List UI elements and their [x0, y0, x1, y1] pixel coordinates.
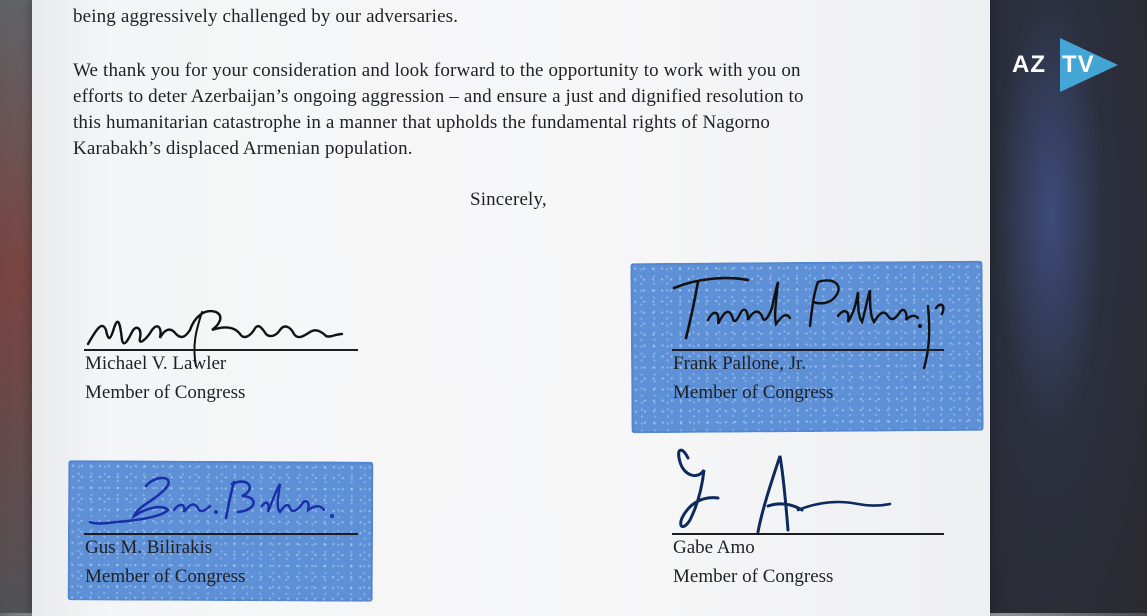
paragraph-line: Karabakh’s displaced Armenian population.: [73, 138, 413, 159]
signatory-role: Member of Congress: [673, 566, 834, 587]
aztv-logo: [1012, 34, 1122, 96]
signatory-role: Member of Congress: [85, 382, 246, 403]
signature-line-bilirakis: [84, 533, 358, 535]
paragraph-line: this humanitarian catastrophe in a manner that upholds the fundamental rights of Nagorno: [73, 112, 771, 133]
signature-line-amo: [672, 533, 944, 535]
signatory-name: Gus M. Bilirakis: [85, 537, 213, 558]
signatory-name: Frank Pallone, Jr.: [673, 353, 806, 374]
logo-tv-text: TV: [1062, 51, 1095, 78]
signatory-role: Member of Congress: [673, 382, 834, 403]
signatory-role: Member of Congress: [85, 566, 246, 587]
logo-az-text: AZ: [1012, 51, 1046, 78]
signature-line-pallone: [672, 349, 944, 351]
signature-bilirakis: [86, 466, 366, 536]
paragraph-line: efforts to deter Azerbaijan’s ongoing aggression – and ensure a just and dignified resolution to: [73, 86, 804, 107]
letter-line-top: being aggressively challenged by our adversaries.: [73, 6, 459, 27]
paragraph-line: We thank you for your consideration and look forward to the opportunity to work with you on: [73, 60, 801, 81]
letter-paragraph: [73, 58, 953, 162]
signatory-name: Gabe Amo: [673, 537, 755, 558]
signature-amo: [668, 440, 908, 540]
signature-line-lawler: [84, 349, 358, 351]
signatory-name: Michael V. Lawler: [85, 353, 227, 374]
closing: Sincerely,: [470, 189, 547, 210]
